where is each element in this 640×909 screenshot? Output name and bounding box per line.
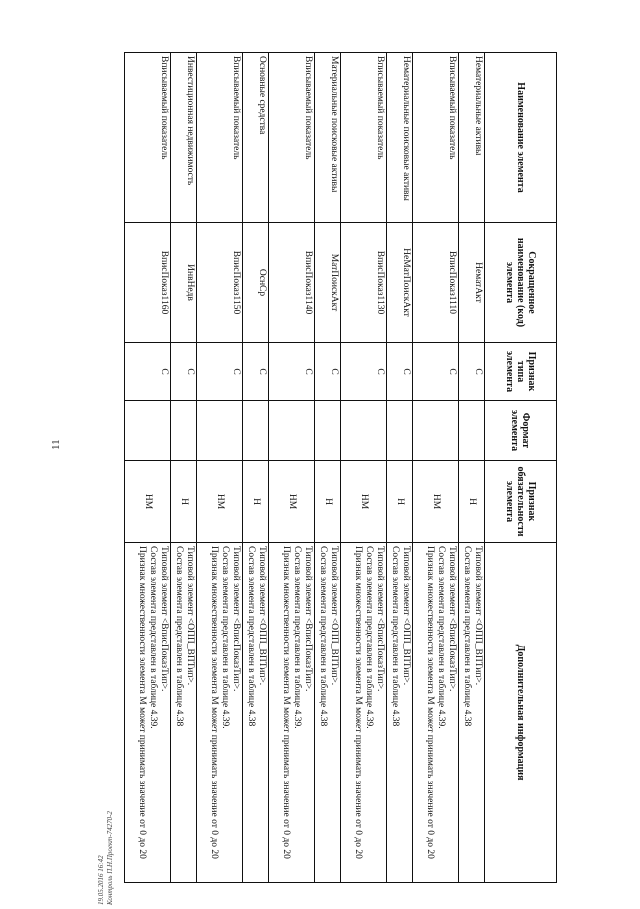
additional-info-cell xyxy=(413,543,459,883)
element-format-cell xyxy=(387,401,413,461)
header-additional-info: Дополнительная информация xyxy=(485,543,557,883)
element-type-cell: С xyxy=(197,343,243,401)
additional-info-cell xyxy=(171,543,197,883)
element-type-cell: С xyxy=(269,343,315,401)
header-element-type: Признак типа элемента xyxy=(485,343,557,401)
additional-info-cell xyxy=(243,543,269,883)
table-row xyxy=(413,53,459,883)
element-type-cell: С xyxy=(459,343,485,401)
additional-info-line: Состав элемента представлен в таблице 4.39. xyxy=(436,546,446,729)
additional-info-line: Типовой элемент <ВписПоказТип>. xyxy=(375,546,385,692)
additional-info-line: Признак множественности элемента М может принимать значение от 0 до 20 xyxy=(209,546,219,859)
rotated-table-container xyxy=(127,52,557,882)
additional-info-cell xyxy=(197,543,243,883)
additional-info-line: Признак множественности элемента М может принимать значение от 0 до 20 xyxy=(353,546,363,859)
additional-info-line: Типовой элемент <ВписПоказТип>. xyxy=(159,546,169,692)
element-code-cell: ВписПоказ1140 xyxy=(269,223,315,343)
additional-info-line: Признак множественности элемента М может принимать значение от 0 до 20 xyxy=(281,546,291,859)
additional-info-line: Типовой элемент <ОПП_ВПТип>. xyxy=(257,546,267,686)
element-name-cell: Инвестиционная недвижимость xyxy=(171,53,197,223)
additional-info-cell xyxy=(459,543,485,883)
table-row xyxy=(171,53,197,883)
header-element-required: Признак обязательности элемента xyxy=(485,461,557,543)
table-header-row xyxy=(485,53,557,883)
element-required-cell: Н xyxy=(171,461,197,543)
element-format-cell xyxy=(459,401,485,461)
element-name-cell: Основные средства xyxy=(243,53,269,223)
additional-info-line: Типовой элемент <ОПП_ВПТип>. xyxy=(401,546,411,686)
element-required-cell: Н xyxy=(243,461,269,543)
table-row xyxy=(315,53,341,883)
footer-timestamp: 19.05.2016 16:42 xyxy=(97,855,105,905)
element-code-cell: ВписПоказ1150 xyxy=(197,223,243,343)
table-row xyxy=(125,53,171,883)
element-format-cell xyxy=(413,401,459,461)
table-row xyxy=(459,53,485,883)
element-code-cell: НеМатПоискАкт xyxy=(387,223,413,343)
additional-info-line: Состав элемента представлен в таблице 4.39. xyxy=(148,546,158,729)
additional-info-line: Состав элемента представлен в таблице 4.38 xyxy=(462,546,472,727)
element-type-cell: С xyxy=(125,343,171,401)
additional-info-line: Состав элемента представлен в таблице 4.38 xyxy=(174,546,184,727)
element-code-cell: ВписПоказ1130 xyxy=(341,223,387,343)
page-number: 11 xyxy=(50,439,62,450)
element-name-cell: Вписываемый показатель xyxy=(125,53,171,223)
additional-info-cell xyxy=(315,543,341,883)
element-type-cell: С xyxy=(341,343,387,401)
element-code-cell: ОснСр xyxy=(243,223,269,343)
element-format-cell xyxy=(197,401,243,461)
element-name-cell: Материальные поисковые активы xyxy=(315,53,341,223)
header-element-code: Сокращенное наименование (код) элемента xyxy=(485,223,557,343)
additional-info-cell xyxy=(387,543,413,883)
table-row xyxy=(269,53,315,883)
table-row xyxy=(341,53,387,883)
element-code-cell: МатПоискАкт xyxy=(315,223,341,343)
additional-info-cell xyxy=(269,543,315,883)
element-required-cell: Н xyxy=(387,461,413,543)
element-format-cell xyxy=(341,401,387,461)
element-format-cell xyxy=(171,401,197,461)
footer-control-note: Контроль П.Н.Проект-74270-2 xyxy=(106,811,114,905)
element-name-cell: Вписываемый показатель xyxy=(341,53,387,223)
element-format-cell xyxy=(269,401,315,461)
header-element-format: Формат элемента xyxy=(485,401,557,461)
element-name-cell: Нематериальные активы xyxy=(459,53,485,223)
document-footer xyxy=(97,811,115,905)
element-format-cell xyxy=(125,401,171,461)
element-type-cell: С xyxy=(171,343,197,401)
additional-info-line: Состав элемента представлен в таблице 4.38 xyxy=(318,546,328,727)
element-required-cell: НМ xyxy=(269,461,315,543)
element-format-cell xyxy=(315,401,341,461)
element-type-cell: С xyxy=(315,343,341,401)
element-code-cell: НематАкт xyxy=(459,223,485,343)
element-code-cell: ИнвНедв xyxy=(171,223,197,343)
element-required-cell: Н xyxy=(315,461,341,543)
element-required-cell: НМ xyxy=(125,461,171,543)
additional-info-line: Состав элемента представлен в таблице 4.38 xyxy=(390,546,400,727)
element-name-cell: Вписываемый показатель xyxy=(197,53,243,223)
table-row xyxy=(387,53,413,883)
additional-info-cell xyxy=(125,543,171,883)
element-required-cell: НМ xyxy=(413,461,459,543)
additional-info-line: Состав элемента представлен в таблице 4.38 xyxy=(246,546,256,727)
element-required-cell: НМ xyxy=(341,461,387,543)
element-name-cell: Вписываемый показатель xyxy=(413,53,459,223)
element-name-cell: Нематериальные поисковые активы xyxy=(387,53,413,223)
additional-info-line: Состав элемента представлен в таблице 4.39. xyxy=(364,546,374,729)
element-required-cell: НМ xyxy=(197,461,243,543)
additional-info-line: Типовой элемент <ВписПоказТип>. xyxy=(303,546,313,692)
additional-info-cell xyxy=(341,543,387,883)
additional-info-line: Признак множественности элемента М может принимать значение от 0 до 20 xyxy=(137,546,147,859)
header-element-name: Наименование элемента xyxy=(485,53,557,223)
element-type-cell: С xyxy=(413,343,459,401)
additional-info-line: Типовой элемент <ОПП_ВПТип>. xyxy=(185,546,195,686)
element-required-cell: Н xyxy=(459,461,485,543)
additional-info-line: Признак множественности элемента М может принимать значение от 0 до 20 xyxy=(425,546,435,859)
element-type-cell: С xyxy=(243,343,269,401)
elements-table xyxy=(124,52,557,883)
additional-info-line: Типовой элемент <ОПП_ВПТип>. xyxy=(329,546,339,686)
additional-info-line: Типовой элемент <ВписПоказТип>. xyxy=(231,546,241,692)
table-row xyxy=(197,53,243,883)
element-type-cell: С xyxy=(387,343,413,401)
element-name-cell: Вписываемый показатель xyxy=(269,53,315,223)
additional-info-line: Типовой элемент <ВписПоказТип>. xyxy=(447,546,457,692)
additional-info-line: Состав элемента представлен в таблице 4.39. xyxy=(220,546,230,729)
element-code-cell: ВписПоказ1110 xyxy=(413,223,459,343)
element-format-cell xyxy=(243,401,269,461)
additional-info-line: Типовой элемент <ОПП_ВПТип>. xyxy=(473,546,483,686)
table-row xyxy=(243,53,269,883)
additional-info-line: Состав элемента представлен в таблице 4.39. xyxy=(292,546,302,729)
element-code-cell: ВписПоказ1160 xyxy=(125,223,171,343)
